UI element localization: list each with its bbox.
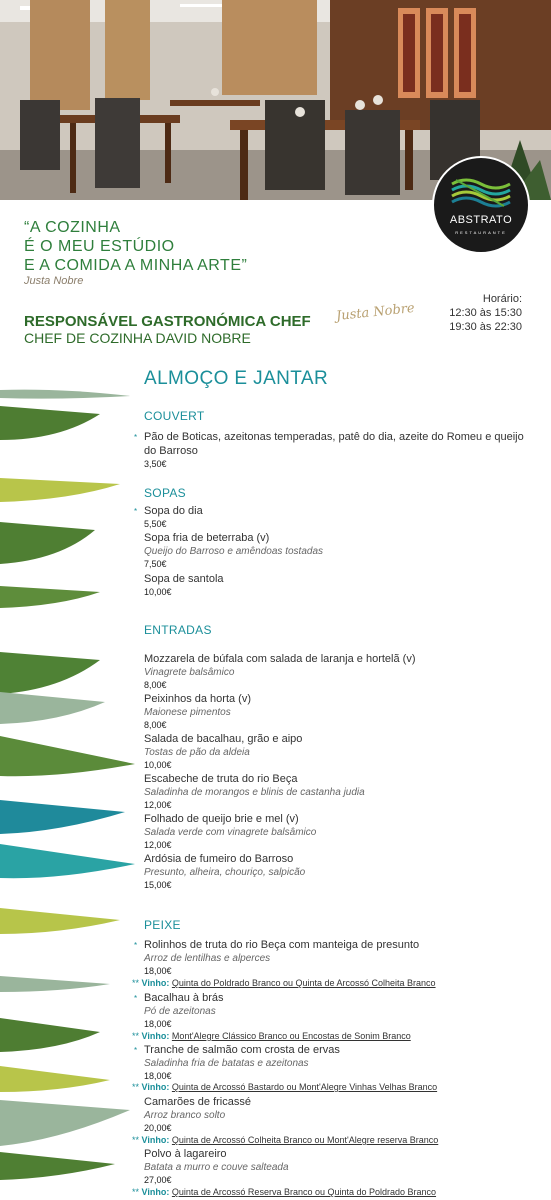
menu-item bbox=[144, 938, 529, 977]
menu-item bbox=[144, 504, 529, 530]
item-description: Salada verde com vinagrete balsâmico bbox=[144, 827, 317, 838]
wine-pairing bbox=[132, 1187, 436, 1197]
item-name: Tranche de salmão com crosta de ervas bbox=[144, 1044, 340, 1056]
item-price: 3,50€ bbox=[144, 459, 167, 469]
item-description: Presunto, alheira, chouriço, salpicão bbox=[144, 867, 306, 878]
star-mark: * bbox=[134, 433, 138, 442]
brush-strokes-decoration bbox=[0, 360, 140, 1200]
item-price: 20,00€ bbox=[144, 1123, 172, 1133]
quote-line: “A COZINHA bbox=[24, 219, 121, 236]
item-price: 18,00€ bbox=[144, 1019, 172, 1029]
item-description: Arroz de lentilhas e alperces bbox=[144, 953, 271, 964]
wine-link[interactable]: Quinta de Arcossó Bastardo ou Mont'Alegre Vinhas Velhas Branco bbox=[171, 1082, 438, 1092]
item-price: 15,00€ bbox=[144, 880, 172, 890]
item-name: Ardósia de fumeiro do Barroso bbox=[144, 853, 294, 865]
double-star-mark: ** bbox=[132, 1082, 140, 1092]
item-description: Vinagrete balsâmico bbox=[144, 667, 235, 678]
menu-item bbox=[144, 1095, 529, 1134]
item-name: Polvo à lagareiro bbox=[144, 1148, 227, 1160]
wine-link[interactable]: Quinta do Poldrado Branco ou Quinta de Arcossó Colheita Branco bbox=[171, 978, 436, 988]
star-mark: * bbox=[134, 994, 138, 1003]
item-name: Sopa fria de beterraba (v) bbox=[144, 532, 270, 544]
item-name: Sopa do dia bbox=[144, 505, 203, 517]
chef-quote bbox=[24, 218, 247, 275]
item-name: Sopa de santola bbox=[144, 573, 224, 585]
quote-line: E A COMIDA A MINHA ARTE” bbox=[24, 257, 248, 274]
menu-item bbox=[144, 732, 529, 771]
item-name: Peixinhos da horta (v) bbox=[144, 693, 251, 705]
item-price: 12,00€ bbox=[144, 800, 172, 810]
item-price: 8,00€ bbox=[144, 720, 167, 730]
item-price: 12,00€ bbox=[144, 840, 172, 850]
item-name: Rolinhos de truta do rio Beça com manteiga de presunto bbox=[144, 939, 420, 951]
wine-label: Vinho: bbox=[141, 1031, 170, 1041]
logo-waves-icon bbox=[434, 166, 528, 216]
chef-role: RESPONSÁVEL GASTRONÓMICA CHEF bbox=[24, 313, 311, 330]
menu-item bbox=[144, 1043, 529, 1082]
item-description: Maionese pimentos bbox=[144, 707, 231, 718]
item-price: 18,00€ bbox=[144, 1071, 172, 1081]
wine-pairing bbox=[132, 1031, 411, 1041]
wine-label: Vinho: bbox=[141, 1082, 170, 1092]
chef-name: CHEF DE COZINHA DAVID NOBRE bbox=[24, 330, 251, 346]
star-mark: * bbox=[134, 1046, 138, 1055]
item-description: Batata a murro e couve salteada bbox=[144, 1162, 289, 1173]
item-name: Pão de Boticas, azeitonas temperadas, patê do dia, azeite do Romeu e queijo do Barroso bbox=[144, 431, 524, 457]
menu-item bbox=[144, 652, 529, 691]
menu-item bbox=[144, 531, 529, 570]
item-price: 7,50€ bbox=[144, 559, 167, 569]
item-name: Bacalhau à brás bbox=[144, 992, 224, 1004]
hours-lunch: 12:30 às 15:30 bbox=[449, 307, 522, 319]
item-description: Queijo do Barroso e amêndoas tostadas bbox=[144, 546, 323, 557]
wine-label: Vinho: bbox=[141, 978, 170, 988]
chef-signature: Justa Nobre bbox=[335, 300, 416, 325]
wine-link[interactable]: Mont'Alegre Clássico Branco ou Encostas de Sonim Branco bbox=[171, 1031, 411, 1041]
double-star-mark: ** bbox=[132, 1187, 140, 1197]
logo-name: ABSTRATO bbox=[449, 214, 513, 226]
category-sopas: SOPAS bbox=[144, 486, 186, 500]
item-name: Folhado de queijo brie e mel (v) bbox=[144, 813, 299, 825]
quote-line: É O MEU ESTÚDIO bbox=[24, 238, 175, 255]
double-star-mark: ** bbox=[132, 1031, 140, 1041]
double-star-mark: ** bbox=[132, 978, 140, 988]
wine-label: Vinho: bbox=[141, 1135, 170, 1145]
item-price: 27,00€ bbox=[144, 1175, 172, 1185]
item-name: Salada de bacalhau, grão e aipo bbox=[144, 733, 303, 745]
item-description: Saladinha de morangos e blinis de castanha judia bbox=[144, 787, 365, 798]
opening-hours bbox=[449, 292, 522, 334]
wine-link[interactable]: Quinta de Arcossó Reserva Branco ou Quinta do Poldrado Branco bbox=[171, 1187, 437, 1197]
wine-label: Vinho: bbox=[141, 1187, 170, 1197]
category-peixe: PEIXE bbox=[144, 918, 181, 932]
category-couvert: COUVERT bbox=[144, 409, 205, 423]
item-price: 10,00€ bbox=[144, 760, 172, 770]
item-price: 18,00€ bbox=[144, 966, 172, 976]
menu-item bbox=[144, 991, 529, 1030]
menu-title: ALMOÇO E JANTAR bbox=[144, 368, 329, 389]
item-description: Arroz branco solto bbox=[144, 1110, 226, 1121]
hours-dinner: 19:30 às 22:30 bbox=[449, 321, 522, 333]
star-mark: * bbox=[134, 507, 138, 516]
menu-item bbox=[144, 812, 529, 851]
logo-subtitle: RESTAURANTE bbox=[455, 230, 507, 235]
wine-link[interactable]: Quinta de Arcossó Colheita Branco ou Mont'Alegre reserva Branco bbox=[171, 1135, 439, 1145]
hours-label: Horário: bbox=[482, 293, 522, 305]
wine-pairing bbox=[132, 1082, 437, 1092]
menu-item bbox=[144, 430, 529, 470]
item-description: Tostas de pão da aldeia bbox=[144, 747, 250, 758]
item-description: Pó de azeitonas bbox=[144, 1006, 216, 1017]
star-mark: * bbox=[134, 941, 138, 950]
abstrato-logo bbox=[432, 156, 530, 254]
item-price: 5,50€ bbox=[144, 519, 167, 529]
item-description: Saladinha fria de batatas e azeitonas bbox=[144, 1058, 309, 1069]
menu-item bbox=[144, 572, 529, 598]
quote-author: Justa Nobre bbox=[24, 275, 84, 287]
wine-pairing bbox=[132, 978, 436, 988]
menu-item bbox=[144, 1147, 529, 1186]
item-name: Escabeche de truta do rio Beça bbox=[144, 773, 298, 785]
item-price: 8,00€ bbox=[144, 680, 167, 690]
item-name: Mozzarela de búfala com salada de laranja e hortelã (v) bbox=[144, 653, 416, 665]
item-name: Camarões de fricassé bbox=[144, 1096, 251, 1108]
menu-item bbox=[144, 852, 529, 891]
menu-item bbox=[144, 692, 529, 731]
menu-item bbox=[144, 772, 529, 811]
wine-pairing bbox=[132, 1135, 438, 1145]
double-star-mark: ** bbox=[132, 1135, 140, 1145]
item-price: 10,00€ bbox=[144, 587, 172, 597]
category-entradas: ENTRADAS bbox=[144, 623, 212, 637]
